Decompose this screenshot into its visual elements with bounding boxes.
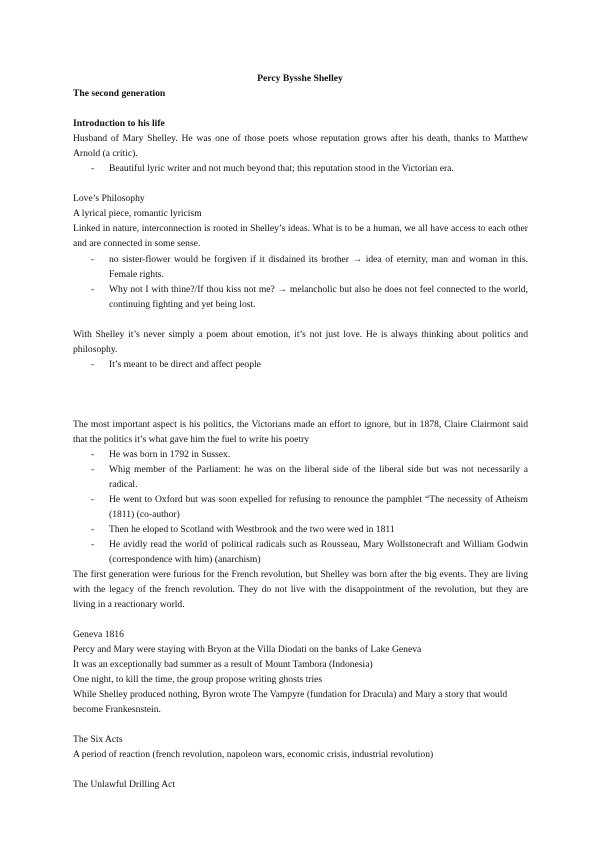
first-generation-text: The first generation were furious for the French revolution, but Shelley was born after the big events. They are living with the legacy of the french revolution. They do not live with the disappointment of the revolution, but they are living in a reactionary world. [73, 569, 528, 611]
bullet-dash: - [91, 359, 95, 370]
bullet-dash: - [91, 163, 95, 174]
shelley-text: With Shelley it’s never simply a poem about emotion, it’s not just love. He is always thinking about politics and philosophy. [73, 329, 528, 356]
intro-text: Husband of Mary Shelley. He was one of those poets whose reputation grows after his death, thanks to Matthew Arnold (a critic). [73, 133, 528, 160]
politics-bullet: He went to Oxford but was soon expelled for refusing to renounce the pamphlet “The necessity of Atheism (1811) (co-author) [109, 494, 528, 521]
politics-bullet: He was born in 1792 in Sussex. [109, 449, 231, 460]
loves-subtitle: A lyrical piece, romantic lyricism [73, 208, 202, 219]
loves-bullet: Why not I with thine?/If thou kiss not me? → melancholic but also he does not feel connected to the world, continuing fighting and yet being lost. [109, 284, 528, 311]
intro-bullet: Beautiful lyric writer and not much beyond that; this reputation stood in the Victorian era. [109, 163, 454, 174]
document-title: Percy Bysshe Shelley [257, 73, 343, 84]
politics-text: The most important aspect is his politics, the Victorians made an effort to ignore, but in 1878, Claire Clairmont said that the politics it’s what gave him the fuel to write his poetry [73, 419, 528, 446]
bullet-dash: - [91, 449, 95, 460]
intro-heading: Introduction to his life [73, 118, 165, 129]
loves-title: Love’s Philosophy [73, 193, 145, 204]
bullet-dash: - [91, 539, 95, 550]
geneva-line: While Shelley produced nothing, Byron wrote The Vampyre (fundation for Dracula) and Mary a story that would become Frankesnstein. [73, 689, 508, 716]
geneva-line: It was an exceptionally bad summer as a result of Mount Tambora (Indonesia) [73, 659, 373, 670]
six-acts-text: A period of reaction (french revolution, napoleon wars, economic crisis, industrial revolution) [73, 749, 434, 760]
drilling-act-heading: The Unlawful Drilling Act [73, 779, 176, 790]
geneva-line: One night, to kill the time, the group propose writing ghosts tries [73, 674, 323, 685]
politics-bullet: Whig member of the Parliament: he was on the liberal side of the liberal side but was not necessarily a radical. [109, 464, 528, 491]
bullet-dash: - [91, 464, 95, 475]
bullet-dash: - [91, 494, 95, 505]
geneva-line: Percy and Mary were staying with Bryon at the Villa Diodati on the banks of Lake Geneva [73, 644, 422, 655]
loves-text: Linked in nature, interconnection is rooted in Shelley’s ideas. What is to be a human, we all have access to each other and are connected in some sense. [73, 223, 528, 250]
loves-bullet: no sister-flower would be forgiven if it disdained its brother → idea of eternity, man and woman in this. Female rights. [109, 254, 528, 281]
document-subtitle: The second generation [73, 88, 166, 99]
shelley-bullet: It’s meant to be direct and affect people [109, 359, 261, 370]
six-acts-heading: The Six Acts [73, 734, 123, 745]
bullet-dash: - [91, 524, 95, 535]
bullet-dash: - [91, 284, 95, 295]
bullet-dash: - [91, 254, 95, 265]
geneva-heading: Geneva 1816 [73, 629, 124, 640]
politics-bullet: He avidly read the world of political radicals such as Rousseau, Mary Wollstonecraft and William Godwin (correspondence with him) (anarchism) [109, 539, 528, 566]
politics-bullet: Then he eloped to Scotland with Westbrook and the two were wed in 1811 [109, 524, 395, 535]
